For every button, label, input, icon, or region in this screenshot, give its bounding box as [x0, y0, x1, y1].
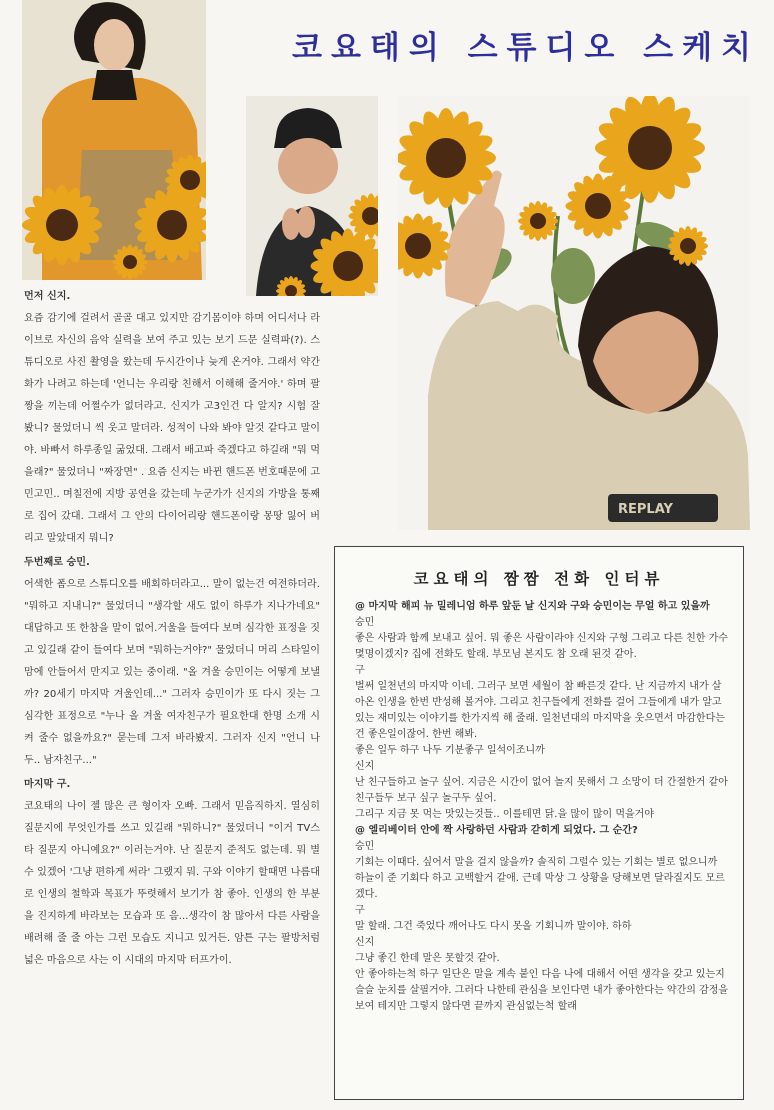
- interview-answer: 친구들두 보구 싶구 놀구두 싶어.: [355, 793, 497, 804]
- interview-question: @ 엘리베이터 안에 짝 사랑하던 사람과 갇히게 되었다. 그 순간?: [355, 825, 638, 836]
- page-title: 코요태의 스튜디오 스케치: [292, 30, 760, 66]
- interview-speaker: 승민: [355, 617, 375, 628]
- sunflower-icon: [349, 194, 379, 239]
- section-paragraph-seungmin: 어색한 폼으로 스튜디오를 배회하더라고... 말이 없는건 여전하더라. "뭐하고 지내니?" 물었더니 "생각할 새도 없이 하루가 지나가네요" 대답하고 또 한참을 말이 없어.거울을 들여다 보며 심각한 표정을 짓고 있길래 같이 들여다 보며 "뭐하는거야?" 물었더니 머리 스타일이 맘에 안들어서 만지고 있는 중이래. "올 겨울 승민이는 어떻게 보낼까? 20세기 마지막 겨울인데..." 그러자 승민이가 또 다시 짓는 그 심각한 표정으로 "누나 올 겨울 여자친구가 필요한대 한명 소개 시켜 줄수 없을까요?" 묻는데 그저 바라봤지. 그러자 신지 "언니 나두.. 남자친구...": [24, 579, 320, 766]
- interview-answer: 기회는 이때다. 싶어서 말을 걸지 않을까? 솔직히 그럴수 있는 기회는 별로 없으니까 하늘이 준 기회다 하고 고백할거 같애. 근데 막상 그 상황을 당해보면 달라질지도 모르겠다.: [355, 857, 725, 900]
- section-heading-koo: 마지막 구.: [24, 779, 71, 790]
- interview-answer: 말 할래. 그건 죽었다 깨어나도 다시 못올 기회니까 말이야. 하하: [355, 921, 632, 932]
- article-body: [24, 284, 320, 972]
- sunflower-icon: [22, 185, 102, 265]
- interview-answer: 벌써 일천년의 마지막 이네. 그러구 보면 세월이 참 빠른것 같다. 난 지금까지 내가 살아온 인생을 한번 반성해 볼거야. 그리고 친구들에게 전화를 걸어 그들에게 내가 알고 있는 재미있는 이야기를 한가지씩 해 줄래. 일천년대의 마지막을 웃으면서 마감한다는건 좋은일이잖어. 한번 해봐.: [355, 681, 725, 740]
- sunflower-icon: [398, 108, 496, 208]
- interview-box: [334, 546, 744, 1100]
- singer-a-photo: [22, 0, 206, 280]
- interview-speaker: 구: [355, 905, 365, 916]
- interview-answer: 좋은 일두 하구 나두 기분좋구 일석이조니까: [355, 745, 545, 756]
- sweater-text: REPLAY: [618, 502, 673, 517]
- section-paragraph-shinji: 요즘 감기에 걸려서 골골 대고 있지만 감기몸이야 하며 어디서나 라이브로 자신의 음악 실력을 보여 주고 있는 보기 드문 실력파(?). 스튜디오로 사진 촬영을 왔는데 두시간이나 늦게 온거야. 그래서 약간 화가 나려고 하는데 '언니는 우리랑 친해서 이해해 줄거야.' 하며 팔짱을 끼는데 어쩔수가 없더라고. 신지가 고3인건 다 알지? 시험 잘 봤니? 물었더니 씩 웃고 말더라. 성적이 나와 봐야 알것 같다고 말이야. 바빠서 하루종일 굶었대. 그래서 배고파 죽겠다고 하길래 "뭐 먹을래?" 물었더니 "짜장면" . 요즘 신지는 바뀐 핸드폰 번호때문에 고민고민.. 며칠전에 지방 공연을 갔는데 누군가가 신지의 가방을 통째로 집어 갔대. 그래서 그 안의 다이어리랑 핸드폰이랑 몽땅 잃어 버리고 말았대지 뭐니?: [24, 313, 320, 544]
- interview-answer: 안 좋아하는척 하구 일단은 말을 계속 붙인 다음 나에 대해서 어떤 생각을 갖고 있는지 슬슬 눈치를 살필거야. 그러다 나한테 관심을 보인다면 내가 좋아한다는 약간의 감정을 보여 테지만 그렇지 않다면 끝까지 관심없는척 할래: [355, 969, 729, 1012]
- interview-speaker: 승민: [355, 841, 375, 852]
- interview-answer: 좋은 사람과 함께 보내고 싶어. 뭐 좋은 사람이라야 신지와 구형 그리고 다른 친한 가수 몇명이겠지? 집에 전화도 할래. 부모님 본지도 참 오래 된것 같아.: [355, 633, 728, 660]
- sunflower-icon: [518, 201, 558, 241]
- interview-body: [355, 599, 729, 1015]
- sunflower-icon: [398, 214, 451, 279]
- sunflower-icon: [311, 229, 379, 297]
- koyotae-pointing-photo: [398, 96, 750, 530]
- section-paragraph-koo: 코요태의 나이 젤 많은 큰 형이자 오빠. 그래서 믿음직하지. 열심히 질문지에 무엇인가를 쓰고 있길래 "뭐하니?" 물었더니 "이거 TV스타 질문지 아니예요?" 이러는거야. 난 질문지 준적도 없는데. 뭐 별수 있겠어 '그냥 편하게 써라' 그랬지 뭐. 구와 이야기 할때면 나름대로 인생의 철학과 목표가 뚜렷해서 보기가 참 좋아. 인생의 한 부분을 진지하게 바라보는 모습과 또 음...생각이 참 많아서 다른 사람을 배려해 줄 줄 아는 그런 모습도 지니고 있거든. 암튼 구는 팔방처럼 넓은 마음으로 사는 이 시대의 마지막 터프가이.: [24, 801, 320, 966]
- singer-b-photo: [246, 96, 378, 296]
- interview-speaker: 신지: [355, 761, 375, 772]
- sunflower-icon: [566, 174, 631, 239]
- interview-answer: 그냥 좋긴 한데 말은 못할것 같아.: [355, 953, 500, 964]
- interview-answer: 그리구 지금 못 먹는 맛있는것들.. 이를테면 닭.을 많이 많이 먹을거야: [355, 809, 654, 820]
- sunflower-icon: [668, 226, 708, 266]
- section-heading-shinji: 먼저 신지.: [24, 291, 71, 302]
- interview-answer: 난 친구들하고 놀구 싶어. 지금은 시간이 없어 놀지 못해서 그 소망이 더 간절한거 같아: [355, 777, 728, 788]
- section-heading-seungmin: 두번째로 승민.: [24, 557, 90, 568]
- interview-question: @ 마지막 해피 뉴 밀레니엄 하루 앞둔 날 신지와 구와 승민이는 무얼 하고 있을까: [355, 601, 710, 612]
- sunflower-icon: [113, 245, 148, 280]
- interview-title: 코요태의 짬짬 전화 인터뷰: [413, 570, 665, 588]
- interview-speaker: 신지: [355, 937, 375, 948]
- interview-speaker: 구: [355, 665, 365, 676]
